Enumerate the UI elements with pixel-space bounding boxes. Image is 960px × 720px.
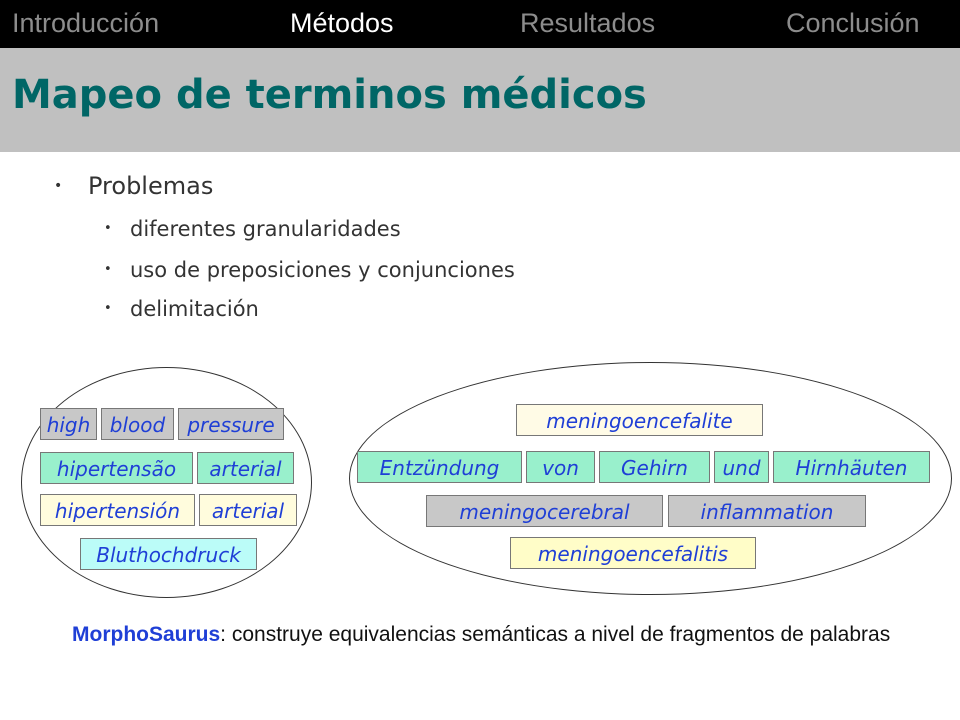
caption-text: : construye equivalencias semánticas a nivel de fragmentos de palabras	[220, 623, 891, 646]
term-bluthochdruck: Bluthochdruck	[80, 538, 257, 570]
bullet-dot-icon: •	[104, 262, 112, 277]
nav-item-conclusion[interactable]: Conclusión	[786, 8, 920, 38]
term-hirnhauten: Hirnhäuten	[773, 451, 930, 483]
bullet-text: uso de preposiciones y conjunciones	[130, 258, 515, 282]
section-nav	[0, 0, 960, 48]
title-bar	[0, 48, 960, 152]
bullet-dot-icon: •	[104, 301, 112, 316]
caption-brand: MorphoSaurus	[72, 623, 221, 646]
term-und: und	[714, 451, 769, 483]
bullet-dot-icon: •	[54, 178, 63, 194]
bullet-problemas	[54, 172, 214, 200]
term-arterial-pt: arterial	[197, 452, 294, 484]
bullet-text: delimitación	[130, 297, 259, 321]
term-meningoencefalitis: meningoencefalitis	[510, 537, 756, 569]
term-entzundung: Entzündung	[357, 451, 522, 483]
bullet-granularidades	[104, 217, 401, 241]
bullet-text: diferentes granularidades	[130, 217, 401, 241]
term-high: high	[40, 408, 97, 440]
nav-item-introduccion[interactable]: Introducción	[12, 8, 160, 38]
term-arterial-es: arterial	[199, 494, 297, 526]
caption	[72, 620, 892, 650]
slide-title: Mapeo de terminos médicos	[12, 72, 647, 118]
bullet-delimitacion	[104, 297, 259, 321]
bullet-heading: Problemas	[88, 172, 214, 200]
term-meningoencefalite: meningoencefalite	[516, 404, 763, 436]
term-gehirn: Gehirn	[599, 451, 710, 483]
nav-item-metodos[interactable]: Métodos	[290, 8, 394, 38]
term-hipertension: hipertensión	[40, 494, 195, 526]
term-inflammation: inflammation	[668, 495, 866, 527]
term-meningocerebral: meningocerebral	[426, 495, 663, 527]
term-von: von	[526, 451, 595, 483]
bullet-preposiciones	[104, 258, 515, 282]
nav-item-resultados[interactable]: Resultados	[520, 8, 656, 38]
term-pressure: pressure	[178, 408, 284, 440]
bullet-dot-icon: •	[104, 221, 112, 236]
term-blood: blood	[101, 408, 174, 440]
term-hipertensao: hipertensão	[40, 452, 193, 484]
